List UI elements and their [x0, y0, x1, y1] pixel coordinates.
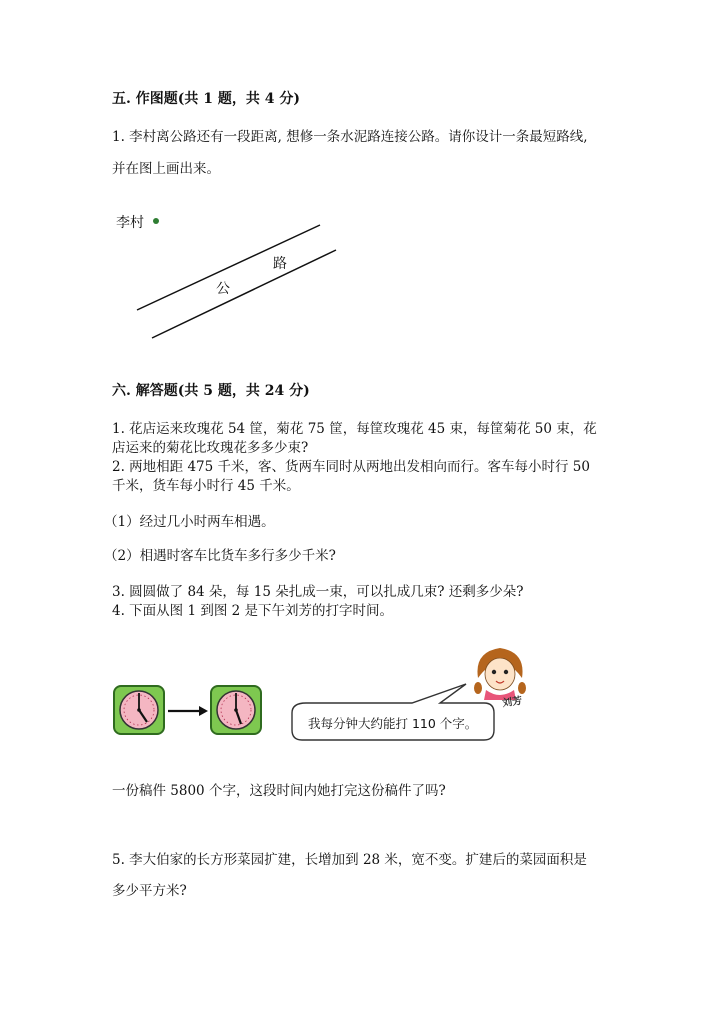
- village-label: 李村: [116, 215, 144, 231]
- section6-q4-line2: 一份稿件 5800 个字，这段时间内她打完这份稿件了吗?: [112, 783, 446, 799]
- section6-q3: 3. 圆圆做了 84 朵，每 15 朵扎成一束，可以扎成几束? 还剩多少朵?: [112, 584, 524, 600]
- clock-1: [114, 686, 164, 734]
- speech-text: 我每分钟大约能打 110 个字。: [308, 716, 478, 731]
- girl-name-label: 刘芳: [501, 695, 523, 710]
- section6-q4-line1: 4. 下面从图 1 到图 2 是下午刘芳的打字时间。: [112, 603, 394, 619]
- section5-q1-line1: 1. 李村离公路还有一段距离, 想修一条水泥路连接公路。请你设计一条最短路线,: [112, 129, 588, 145]
- road-char-gong: 公: [216, 281, 230, 297]
- section6-q2-sub2: （2）相遇时客车比货车多行多少千米?: [104, 548, 336, 564]
- section6-q1-line1: 1. 花店运来玫瑰花 54 筐，菊花 75 筐，每筐玫瑰花 45 束，每筐菊花 50 束，花: [112, 421, 597, 437]
- section6-heading: 六. 解答题(共 5 题，共 24 分): [112, 383, 310, 399]
- section6-q2-sub1: （1）经过几小时两车相遇。: [104, 514, 275, 530]
- road-char-lu: 路: [273, 256, 287, 272]
- clock-2: [211, 686, 261, 734]
- section5-heading: 五. 作图题(共 1 题，共 4 分): [112, 91, 300, 107]
- section6-q1-line2: 店运来的菊花比玫瑰花多多少束?: [112, 440, 309, 456]
- section5-q1-line2: 并在图上画出来。: [112, 161, 220, 177]
- arrow-right-icon: [168, 706, 208, 716]
- section6-q2-line1: 2. 两地相距 475 千米，客、货两车同时从两地出发相向而行。客车每小时行 50: [112, 459, 590, 475]
- section6-q5-line2: 多少平方米?: [112, 883, 187, 899]
- section6-q2-line2: 千米，货车每小时行 45 千米。: [112, 478, 300, 494]
- section6-q5-line1: 5. 李大伯家的长方形菜园扩建，长增加到 28 米，宽不变。扩建后的菜园面积是: [112, 852, 587, 868]
